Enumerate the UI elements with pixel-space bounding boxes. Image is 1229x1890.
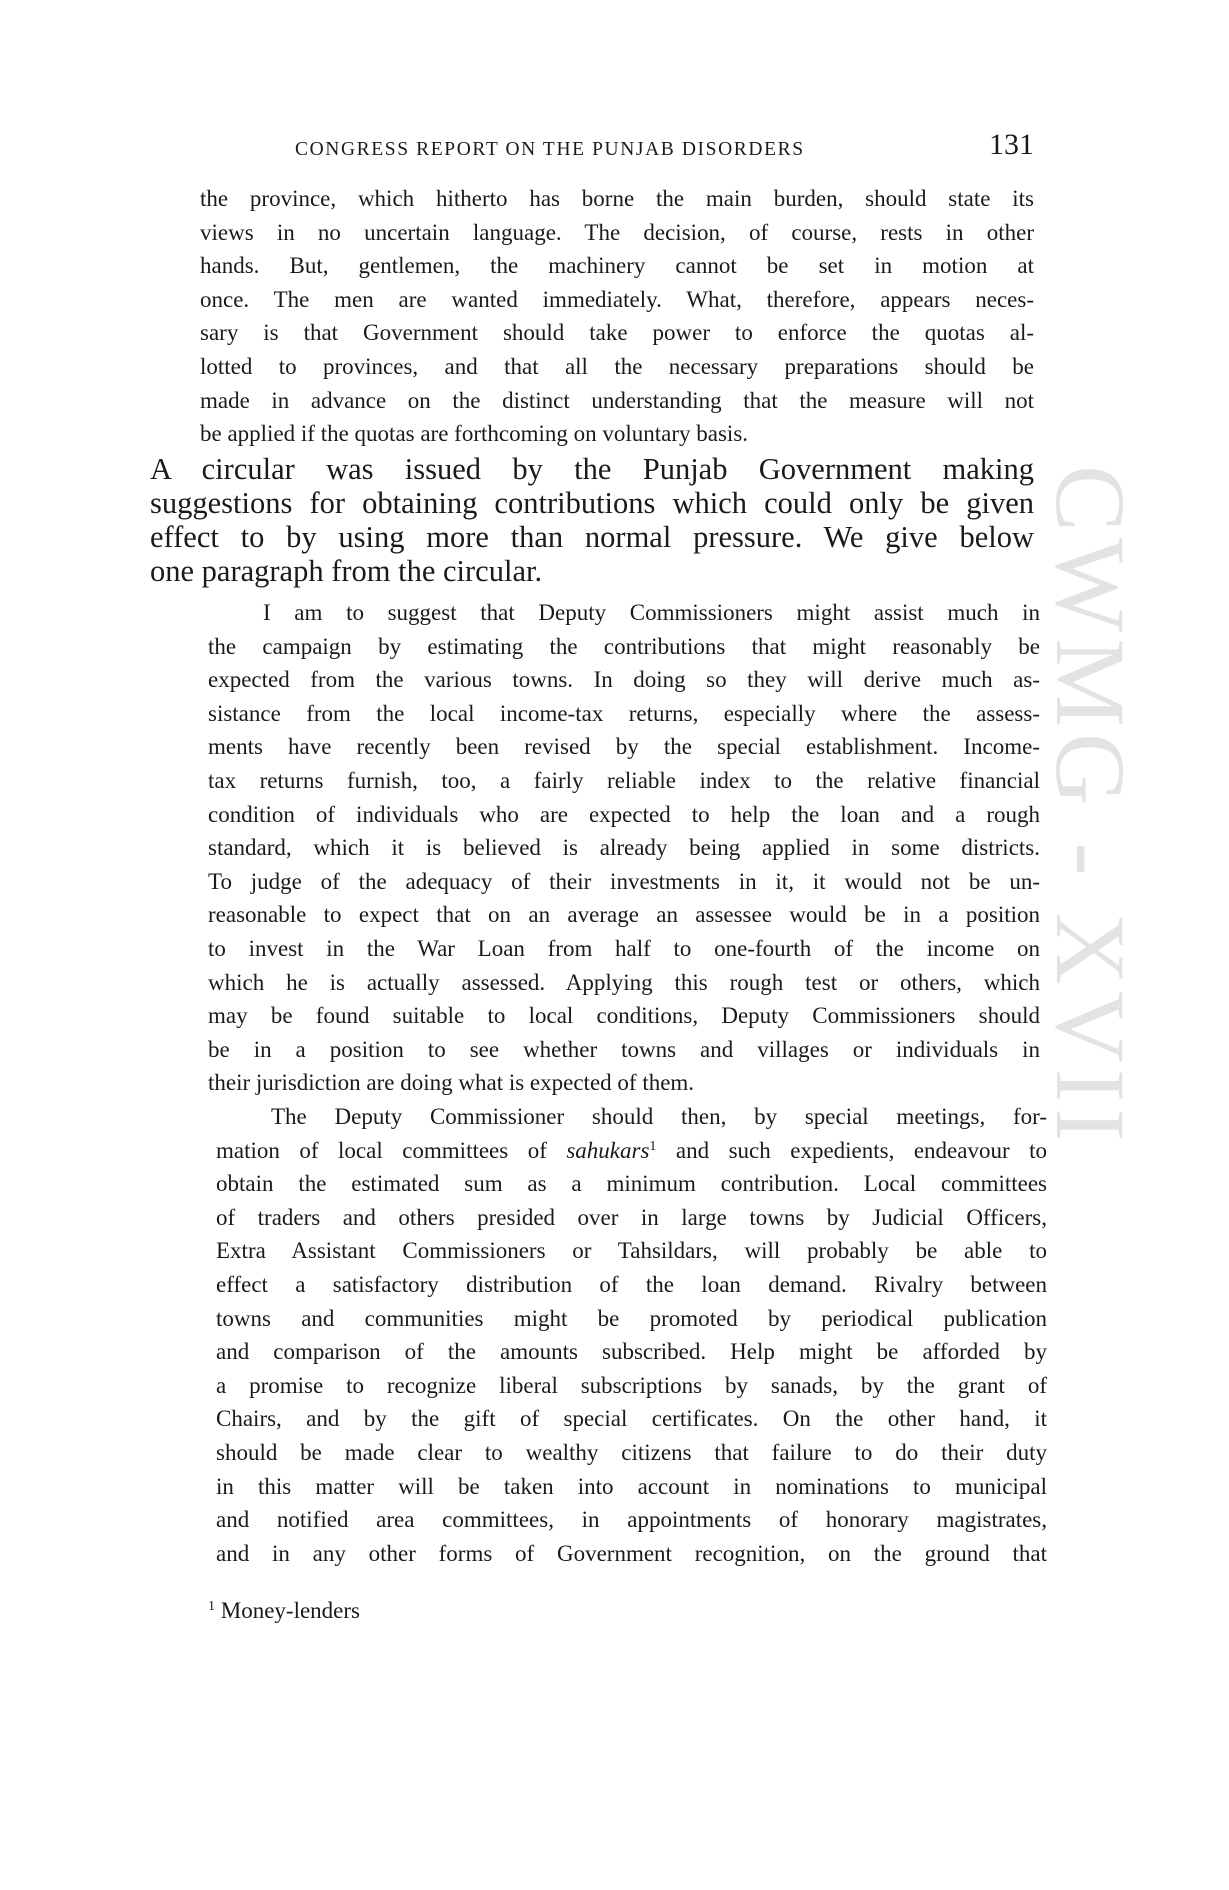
italic-term: sahukars	[566, 1137, 650, 1163]
text-line: may be found suitable to local conditions, Deputy Commissioners should	[208, 1003, 1040, 1029]
text-line: reasonable to expect that on an average an assessee would be in a position	[208, 902, 1040, 928]
text-fragment: mation of local committees of	[216, 1137, 567, 1163]
text-line: be applied if the quotas are forthcoming on voluntary basis.	[200, 421, 749, 447]
text-line: which he is actually assessed. Applying this rough test or others, which	[208, 969, 1040, 995]
footnote	[208, 1596, 360, 1626]
text-line: their jurisdiction are doing what is expected of them.	[208, 1070, 695, 1096]
text-line: sistance from the local income-tax returns, especially where the assess-	[208, 700, 1040, 726]
footnote-number: 1	[208, 1599, 215, 1614]
text-line: to invest in the War Loan from half to one-fourth of the income on	[208, 935, 1040, 961]
text-line: Chairs, and by the gift of special certificates. On the other hand, it	[216, 1406, 1047, 1432]
text-line: To judge of the adequacy of their investments in it, it would not be un-	[208, 868, 1040, 894]
text-line: sary is that Government should take power to enforce the quotas al-	[200, 320, 1034, 346]
text-line: a promise to recognize liberal subscriptions by sanads, by the grant of	[216, 1372, 1047, 1398]
text-line: The Deputy Commissioner should then, by special meetings, for-	[271, 1104, 1047, 1129]
text-line: and comparison of the amounts subscribed. Help might be afforded by	[216, 1339, 1047, 1365]
text-line: I am to suggest that Deputy Commissioners might assist much in	[263, 600, 1040, 625]
text-line: once. The men are wanted immediately. What, therefore, appears neces-	[200, 286, 1034, 312]
running-title: CONGRESS REPORT ON THE PUNJAB DISORDERS	[295, 139, 805, 160]
circular-quote-paragraph-2	[216, 1100, 1047, 1570]
text-line: hands. But, gentlemen, the machinery cannot be set in motion at	[200, 253, 1034, 279]
text-line: obtain the estimated sum as a minimum contribution. Local committees	[216, 1171, 1047, 1197]
watermark	[1030, 465, 1155, 1445]
text-line: expected from the various towns. In doing so they will derive much as-	[208, 667, 1040, 693]
footnote-marker: 1	[649, 1138, 657, 1154]
running-head	[150, 128, 1034, 168]
text-line: the province, which hitherto has borne the main burden, should state its	[200, 186, 1034, 211]
text-line: and in any other forms of Government recognition, on the ground that	[216, 1540, 1047, 1566]
text-line: and notified area committees, in appointments of honorary magistrates,	[216, 1507, 1047, 1533]
text-line: effect a satisfactory distribution of the loan demand. Rivalry between	[216, 1271, 1047, 1297]
text-line: one paragraph from the circular.	[150, 554, 543, 588]
text-line: in this matter will be taken into account in nominations to municipal	[216, 1473, 1047, 1499]
text-line: views in no uncertain language. The decision, of course, rests in other	[200, 219, 1034, 245]
text-line	[216, 1134, 1047, 1168]
text-line: of traders and others presided over in large towns by Judicial Officers,	[216, 1204, 1047, 1230]
page-number: 131	[989, 128, 1034, 161]
text-line: standard, which it is believed is already being applied in some districts.	[208, 835, 1040, 861]
text-line: Extra Assistant Commissioners or Tahsildars, will probably be able to	[216, 1238, 1047, 1264]
text-line: condition of individuals who are expected to help the loan and a rough	[208, 801, 1040, 827]
text-line: lotted to provinces, and that all the necessary preparations should be	[200, 353, 1034, 379]
text-line: should be made clear to wealthy citizens that failure to do their duty	[216, 1439, 1047, 1465]
text-line: A circular was issued by the Punjab Government making	[150, 452, 1034, 486]
text-line: towns and communities might be promoted by periodical publication	[216, 1305, 1047, 1331]
text-fragment: and such expedients, endeavour to	[656, 1137, 1048, 1163]
text-line: the campaign by estimating the contributions that might reasonably be	[208, 633, 1040, 659]
text-line: be in a position to see whether towns and villages or individuals in	[208, 1036, 1040, 1062]
text-line: made in advance on the distinct understanding that the measure will not	[200, 387, 1034, 413]
circular-quote-paragraph-1	[208, 596, 1040, 1100]
footnote-text: Money-lenders	[220, 1598, 360, 1623]
text-line: suggestions for obtaining contributions which could only be given	[150, 486, 1034, 520]
text-line: effect to by using more than normal pressure. We give below	[150, 520, 1034, 554]
body-paragraph	[150, 452, 1034, 588]
text-line: tax returns furnish, too, a fairly reliable index to the relative financial	[208, 767, 1040, 793]
text-line: ments have recently been revised by the special establishment. Income-	[208, 734, 1040, 760]
quoted-speech-paragraph	[200, 182, 1034, 451]
watermark-text: CWMG - XVII	[1035, 465, 1146, 1148]
